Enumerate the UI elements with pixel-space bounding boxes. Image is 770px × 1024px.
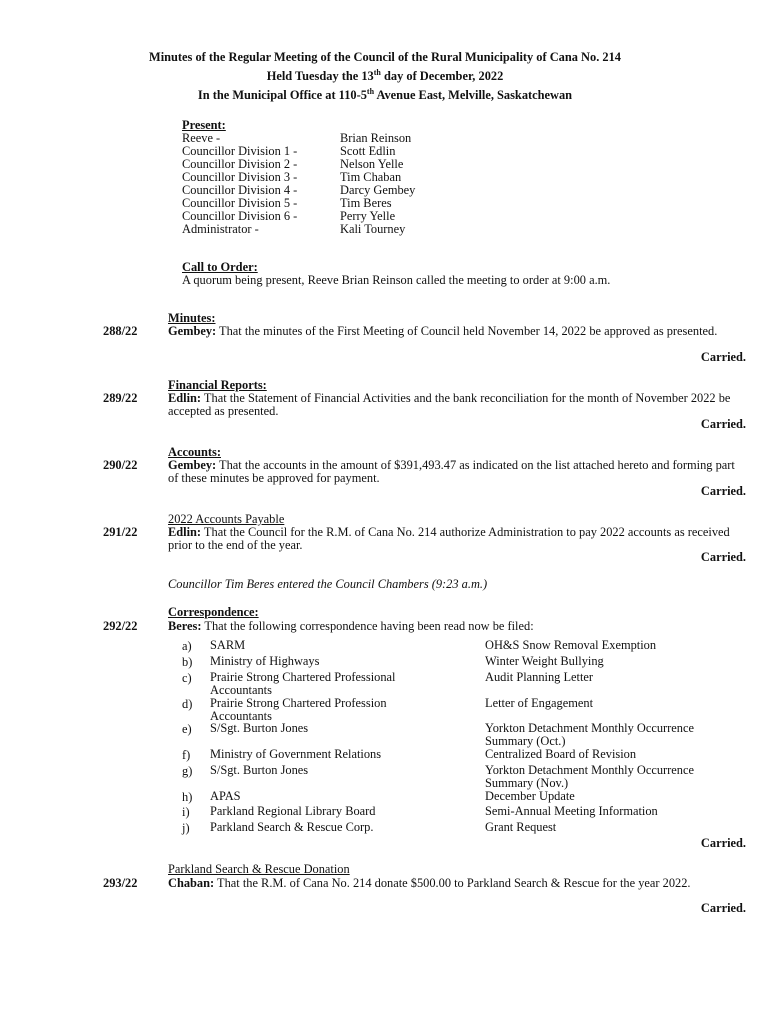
- motion-heading: 2022 Accounts Payable: [168, 512, 285, 526]
- motion-text: [168, 459, 738, 485]
- present-name-5: Tim Beres: [340, 196, 392, 210]
- motion-text: [168, 392, 738, 418]
- item-letter: c): [182, 671, 192, 685]
- item-from: S/Sgt. Burton Jones: [210, 763, 309, 777]
- header-line-2-pre: Held Tuesday the 13: [266, 69, 374, 84]
- item-subject: Grant Request: [485, 820, 557, 834]
- motion-result: Carried.: [700, 484, 746, 498]
- motion-heading: Financial Reports:: [168, 378, 267, 392]
- present-role-7: Administrator -: [182, 222, 259, 236]
- motion-result: Carried.: [700, 350, 746, 364]
- motion-result: Carried.: [700, 836, 746, 850]
- present-name-3: Tim Chaban: [340, 170, 402, 184]
- header-line-3-post: Avenue East, Melville, Saskatchewan: [374, 88, 573, 103]
- item-letter: i): [182, 805, 190, 819]
- motion-mover: Edlin:: [168, 391, 202, 405]
- present-role-4: Councillor Division 4 -: [182, 183, 298, 197]
- header-line-2-sup: th: [373, 68, 381, 77]
- motion-body: That the R.M. of Cana No. 214 donate $500.00 to Parkland Search & Rescue for the year 2022.: [214, 876, 691, 890]
- present-name-2: Nelson Yelle: [340, 157, 404, 171]
- motion-body: That the Statement of Financial Activities and the bank reconciliation for the month of November 2022 be accepted as presented.: [168, 391, 731, 418]
- motion-text: [168, 620, 738, 633]
- present-role-6: Councillor Division 6 -: [182, 209, 298, 223]
- item-letter: h): [182, 790, 193, 804]
- item-subject: Semi-Annual Meeting Information: [485, 804, 658, 818]
- item-subject: Yorkton Detachment Monthly Occurrence Summary (Oct.): [485, 721, 694, 748]
- motion-mover: Chaban:: [168, 876, 215, 890]
- item-from: Parkland Regional Library Board: [210, 804, 376, 818]
- motion-number: 290/22: [103, 458, 138, 472]
- present-name-0: Brian Reinson: [340, 131, 412, 145]
- header-line-2-post: day of December, 2022: [380, 69, 504, 84]
- motion-heading: Parkland Search & Rescue Donation: [168, 862, 350, 876]
- motion-result: Carried.: [700, 901, 746, 915]
- motion-result: Carried.: [700, 417, 746, 431]
- header-line-3: [0, 84, 770, 103]
- motion-number: 288/22: [103, 324, 138, 338]
- item-letter: b): [182, 655, 193, 669]
- item-from: S/Sgt. Burton Jones: [210, 721, 309, 735]
- document-header: [0, 49, 770, 103]
- item-letter: e): [182, 722, 192, 736]
- present-role-0: Reeve -: [182, 131, 221, 145]
- motion-number: 289/22: [103, 391, 138, 405]
- item-subject: Winter Weight Bullying: [485, 654, 604, 668]
- item-letter: d): [182, 697, 193, 711]
- motion-text: [168, 877, 738, 890]
- motion-body: That the Council for the R.M. of Cana No. 214 authorize Administration to pay 2022 accounts as received prior to the end of the year.: [168, 525, 730, 552]
- item-from: Parkland Search & Rescue Corp.: [210, 820, 374, 834]
- header-line-2: [0, 65, 770, 84]
- header-line-3-sup: th: [366, 87, 375, 97]
- motion-number: 292/22: [103, 619, 138, 633]
- item-subject: Yorkton Detachment Monthly Occurrence Summary (Nov.): [485, 763, 694, 790]
- present-role-2: Councillor Division 2 -: [182, 157, 298, 171]
- present-name-7: Kali Tourney: [340, 222, 406, 236]
- present-name-6: Perry Yelle: [340, 209, 396, 223]
- motion-body: That the accounts in the amount of $391,493.47 as indicated on the list attached hereto and forming part of these minutes be approved for payment.: [168, 458, 735, 485]
- item-from: Ministry of Highways: [210, 654, 320, 668]
- item-from: Prairie Strong Chartered Profession Accountants: [210, 696, 387, 723]
- call-to-order-heading: Call to Order:: [182, 260, 258, 274]
- item-letter: a): [182, 639, 192, 653]
- call-to-order-text: A quorum being present, Reeve Brian Reinson called the meeting to order at 9:00 a.m.: [182, 273, 611, 287]
- item-subject: OH&S Snow Removal Exemption: [485, 638, 657, 652]
- motion-body: That the following correspondence having been read now be filed:: [201, 619, 534, 633]
- motion-body: That the minutes of the First Meeting of Council held November 14, 2022 be approved as presented.: [216, 324, 718, 338]
- item-subject: Centralized Board of Revision: [485, 747, 637, 761]
- present-role-1: Councillor Division 1 -: [182, 144, 298, 158]
- motion-number: 293/22: [103, 876, 138, 890]
- present-role-5: Councillor Division 5 -: [182, 196, 298, 210]
- motion-mover: Gembey:: [168, 458, 217, 472]
- item-subject: December Update: [485, 789, 575, 803]
- item-subject: Letter of Engagement: [485, 696, 594, 710]
- motion-result: Carried.: [700, 550, 746, 564]
- present-heading: Present:: [182, 118, 226, 132]
- motion-heading: Correspondence:: [168, 605, 259, 619]
- item-letter: f): [182, 748, 191, 762]
- header-line-3-pre: In the Municipal Office at 110-5: [197, 88, 367, 103]
- item-from: Prairie Strong Chartered Professional Accountants: [210, 670, 396, 697]
- item-from: SARM: [210, 638, 246, 652]
- item-subject: Audit Planning Letter: [485, 670, 594, 684]
- motion-mover: Edlin:: [168, 525, 202, 539]
- motion-number: 291/22: [103, 525, 138, 539]
- present-role-3: Councillor Division 3 -: [182, 170, 298, 184]
- motion-mover: Beres:: [168, 619, 202, 633]
- motion-text: [168, 526, 738, 552]
- motion-text: [168, 325, 738, 338]
- motion-heading: Minutes:: [168, 311, 216, 325]
- item-from: APAS: [210, 789, 241, 803]
- item-letter: g): [182, 764, 193, 778]
- header-line-1: Minutes of the Regular Meeting of the Council of the Rural Municipality of Cana No. 214: [149, 50, 621, 64]
- item-from: Ministry of Government Relations: [210, 747, 382, 761]
- motion-heading: Accounts:: [168, 445, 221, 459]
- present-name-1: Scott Edlin: [340, 144, 396, 158]
- present-name-4: Darcy Gembey: [340, 183, 416, 197]
- minutes-note: Councillor Tim Beres entered the Council Chambers (9:23 a.m.): [168, 577, 488, 591]
- motion-mover: Gembey:: [168, 324, 217, 338]
- item-letter: j): [182, 821, 190, 835]
